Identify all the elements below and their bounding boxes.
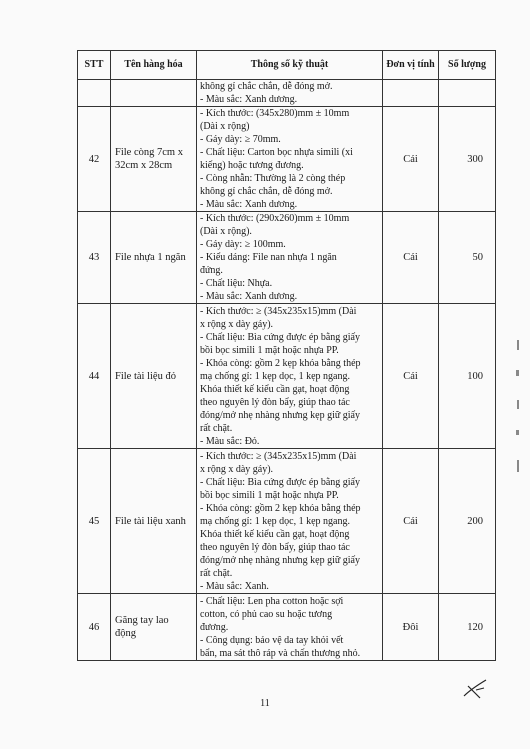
cell-unit: Cái [383,107,439,212]
spec-line: Khóa thiết kế kiểu cần gạt, hoạt động [200,383,350,395]
spec-line: - Chất liệu: Bìa cứng được ép bằng giấy [200,476,360,488]
spec-line: - Chất liệu: Nhựa. [200,278,273,289]
cell-spec [197,304,383,449]
spec-line: - Màu sắc: Xanh. [200,580,269,592]
cell-name: File còng 7cm x 32cm x 28cm [111,107,197,212]
spec-line: (Dài x rộng) [200,121,250,132]
spec-line: Khóa thiết kế kiểu cần gạt, hoạt động [200,528,350,540]
spec-line: - Màu sắc: Xanh dương. [200,199,298,210]
cell-qty: 50 [439,212,496,304]
header-spec: Thông số kỹ thuật [197,51,383,80]
table-row-continuation [78,80,496,107]
table-row [78,304,496,449]
cell-spec [197,449,383,594]
cell-stt: 42 [78,107,111,212]
cell-qty: 100 [439,304,496,449]
table-header-row [78,51,496,80]
cell-spec [197,594,383,661]
cell-spec [197,212,383,304]
cell-qty [439,80,496,107]
cell-stt: 45 [78,449,111,594]
spec-line: - Gáy dày: ≥ 100mm. [200,239,286,250]
header-stt: STT [78,51,111,80]
spec-line: - Khóa còng: gồm 2 kẹp khóa bằng thép [200,502,361,514]
signature-icon [462,678,488,700]
page-number: 11 [260,698,270,709]
spec-line: đóng/mở nhẹ nhàng nhưng kẹp giữ giấy [200,554,360,566]
spec-line: - Màu sắc: Xanh dương. [200,291,298,302]
spec-line: x rộng x dày gáy). [200,463,274,475]
spec-line: - Kích thước: (345x280)mm ± 10mm [200,108,350,119]
spec-line: - Chất liệu: Len pha cotton hoặc sợi [200,595,344,607]
cell-stt: 44 [78,304,111,449]
spec-line: mạ chống gỉ: 1 kẹp dọc, 1 kẹp ngang. [200,515,350,527]
cell-spec [197,107,383,212]
spec-line: đứng. [200,265,223,276]
spec-line: - Khóa còng: gồm 2 kẹp khóa bằng thép [200,357,361,369]
margin-artifact [505,330,525,490]
spec-line: không gỉ chắc chắn, dễ đóng mở. [200,81,333,92]
cell-stt: 46 [78,594,111,661]
spec-line: - Kiểu dáng: File nan nhựa 1 ngăn [200,252,337,263]
cell-name: File tài liệu xanh [111,449,197,594]
header-unit: Đơn vị tính [383,51,439,80]
spec-line: - Màu sắc: Xanh dương. [200,94,298,105]
table-row [78,212,496,304]
cell-unit: Cái [383,304,439,449]
cell-unit: Đôi [383,594,439,661]
table-row [78,107,496,212]
spec-line: đóng/mở nhẹ nhàng nhưng kẹp giữ giấy [200,409,360,421]
cell-name [111,80,197,107]
cell-stt [78,80,111,107]
cell-qty: 200 [439,449,496,594]
cell-qty: 300 [439,107,496,212]
cell-unit [383,80,439,107]
spec-line: - Còng nhẫn: Thường là 2 còng thép [200,173,346,184]
spec-line: mạ chống gỉ: 1 kẹp dọc, 1 kẹp ngang. [200,370,350,382]
cell-stt: 43 [78,212,111,304]
spec-line: rất chặt. [200,422,233,434]
spec-line: bồi bọc simili 1 mặt hoặc nhựa PP. [200,344,339,356]
spec-line: đương. [200,621,229,633]
spec-line: bồi bọc simili 1 mặt hoặc nhựa PP. [200,489,339,501]
cell-name: File tài liệu đỏ [111,304,197,449]
spec-line: bẩn, ma sát thô ráp và chấn thương nhỏ. [200,647,361,659]
spec-line: - Kích thước: ≥ (345x235x15)mm (Dài [200,305,357,317]
spec-line: - Công dụng: bảo vệ da tay khỏi vết [200,634,344,646]
spec-line: không gỉ chắc chắn, dễ đóng mở. [200,186,333,197]
spec-line: - Chất liệu: Carton bọc nhựa simili (xi [200,147,353,158]
spec-table [77,50,496,661]
spec-line: - Gáy dày: ≥ 70mm. [200,134,281,145]
spec-line: cotton, có phủ cao su hoặc tương [200,608,333,620]
spec-line: theo nguyên lý đòn bẩy, giúp thao tác [200,541,350,553]
cell-name: File nhựa 1 ngăn [111,212,197,304]
cell-spec [197,80,383,107]
header-qty: Số lượng [439,51,496,80]
table-row [78,594,496,661]
cell-qty: 120 [439,594,496,661]
spec-line: - Chất liệu: Bìa cứng được ép bằng giấy [200,331,360,343]
cell-unit: Cái [383,212,439,304]
spec-line: (Dài x rộng). [200,226,252,237]
header-name: Tên hàng hóa [111,51,197,80]
spec-line: - Kích thước: ≥ (345x235x15)mm (Dài [200,450,357,462]
cell-name: Găng tay lao động [111,594,197,661]
spec-line: theo nguyên lý đòn bẩy, giúp thao tác [200,396,350,408]
spec-line: rất chặt. [200,567,233,579]
spec-line: kiếng) hoặc tương đương. [200,160,304,171]
spec-line: - Màu sắc: Đỏ. [200,435,260,447]
spec-line: - Kích thước: (290x260)mm ± 10mm [200,213,350,224]
cell-unit: Cái [383,449,439,594]
table-row [78,449,496,594]
spec-line: x rộng x dày gáy). [200,318,274,330]
